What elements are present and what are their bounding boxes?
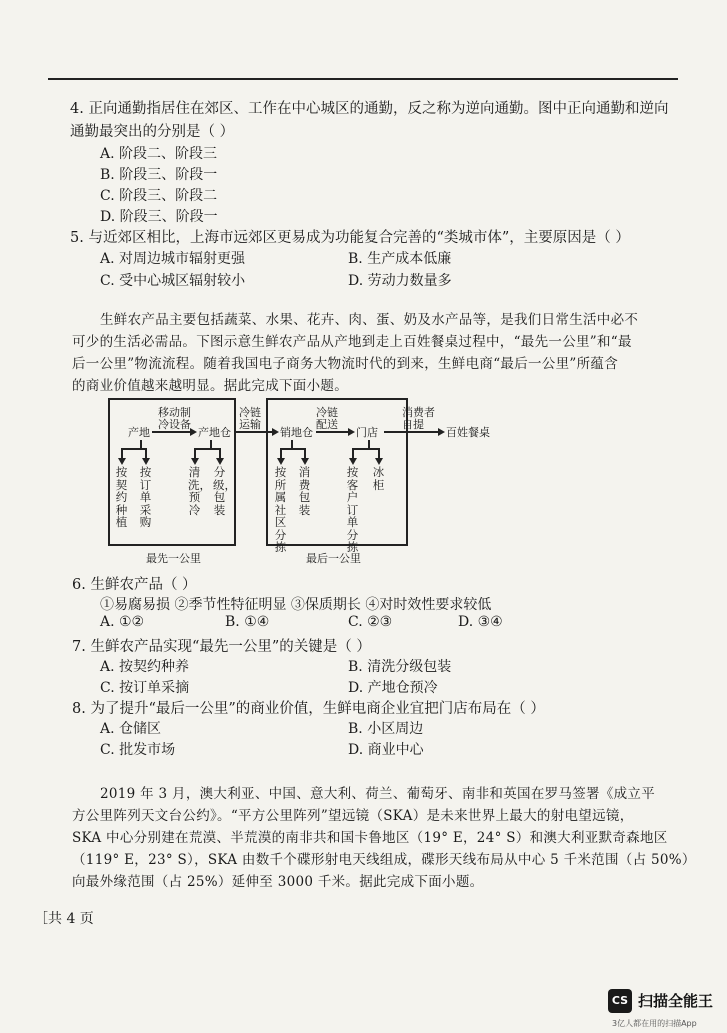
arrow-down-icon <box>142 458 150 465</box>
q6-option-a: A. ①② <box>100 614 145 630</box>
vlabel-冰柜: 冰柜 <box>372 465 385 492</box>
arrow-down-icon <box>277 458 285 465</box>
label-yidong-2: 冷设备 <box>158 418 191 431</box>
q8-option-b: B. 小区周边 <box>348 721 424 737</box>
q4-stem-line1: 4. 正向通勤指居住在郊区、工作在中心城区的通勤，反之称为逆向通勤。图中正向通勤和逆向 <box>70 101 669 117</box>
branch-line <box>194 448 196 458</box>
arrow-right-icon <box>190 428 197 436</box>
q4-option-b: B. 阶段三、阶段一 <box>100 167 218 183</box>
label-lenglian-yunshu-2: 运输 <box>239 418 261 431</box>
passage1-line2: 可少的生活必需品。下图示意生鲜农产品从产地到走上百姓餐桌过程中，“最先一公里”和“最 <box>72 334 632 350</box>
q6-option-d: D. ③④ <box>458 614 503 630</box>
q5-option-d: D. 劳动力数量多 <box>348 273 452 289</box>
vlabel-订单分拣: 按客户订单分拣 <box>346 465 359 554</box>
watermark-subtitle: 3亿人都在用的扫描App <box>612 1019 697 1028</box>
passage2-line2: 方公里阵列天文台公约》。“平方公里阵列”望远镜（SKA）是未来世界上最大的射电望远镜， <box>72 808 634 824</box>
branch-line <box>352 448 354 458</box>
label-yidong-1: 移动制 <box>158 406 191 419</box>
q5-option-b: B. 生产成本低廉 <box>348 251 452 267</box>
branch-line <box>304 448 306 458</box>
q5-option-c: C. 受中心城区辐射较小 <box>100 273 246 289</box>
label-lenglian-peisong-1: 冷链 <box>316 406 338 419</box>
q7-option-a: A. 按契约种养 <box>100 659 190 675</box>
vlabel-社区分拣: 按所属社区分拣 <box>274 465 287 554</box>
q7-stem: 7. 生鲜农产品实现“最先一公里”的关键是（ ） <box>72 639 371 655</box>
arrow-down-icon <box>349 458 357 465</box>
branch-line <box>140 440 142 448</box>
arrow-right-icon <box>438 428 445 436</box>
q8-stem: 8. 为了提升“最后一公里”的商业价值，生鲜电商企业宜把门店布局在（ ） <box>72 701 545 717</box>
node-chandi: 产地 <box>128 426 150 439</box>
passage2-line4: （119° E，23° S），SKA 由数千个碟形射电天线组成，碟形天线布局从中心 5 千米范围（占 50%） <box>72 852 696 868</box>
branch-line <box>378 448 380 458</box>
branch-line <box>280 448 282 458</box>
arrow-line <box>234 431 272 433</box>
q8-option-c: C. 批发市场 <box>100 742 176 758</box>
vlabel-订单采购: 按订单采购 <box>139 465 152 529</box>
label-first-mile: 最先一公里 <box>146 552 201 565</box>
label-xiaofeizhe-1: 消费者 <box>402 406 435 419</box>
branch-line <box>352 448 379 450</box>
q8-option-a: A. 仓储区 <box>100 721 162 737</box>
arrow-right-icon <box>348 428 355 436</box>
passage2-line1: 2019 年 3 月，澳大利亚、中国、意大利、荷兰、葡萄牙、南非和英国在罗马签署《成立平 <box>100 786 656 802</box>
passage1-line4: 的商业价值越来越明显。据此完成下面小题。 <box>72 378 348 394</box>
q4-stem-line2: 通勤最突出的分别是（ ） <box>70 124 235 140</box>
camscanner-logo-icon: CS <box>608 989 632 1013</box>
passage1-line3: 后一公里”物流流程。随着我国电子商务大物流时代的到来，生鲜电商“最后一公里”所蕴含 <box>72 356 619 372</box>
arrow-down-icon <box>375 458 383 465</box>
branch-line <box>280 448 305 450</box>
arrow-down-icon <box>301 458 309 465</box>
arrow-down-icon <box>191 458 199 465</box>
arrow-down-icon <box>216 458 224 465</box>
vlabel-契约种植: 按契约种植 <box>115 465 128 529</box>
passage2-line3: SKA 中心分别建在荒漠、半荒漠的南非共和国卡鲁地区（19° E，24° S）和澳大利亚默奇森地区 <box>72 830 668 846</box>
q6-option-c: C. ②③ <box>348 614 393 630</box>
q5-stem: 5. 与近郊区相比，上海市远郊区更易成为功能复合完善的“类城市体”，主要原因是（ ） <box>70 230 630 246</box>
scanner-watermark <box>608 986 714 1030</box>
branch-line <box>194 448 220 450</box>
branch-line <box>291 440 293 448</box>
page-count: ［共 4 页 <box>34 911 94 927</box>
vlabel-清洗预冷: 清洗，预冷 <box>188 465 211 517</box>
q4-option-d: D. 阶段三、阶段一 <box>100 209 218 225</box>
q7-option-c: C. 按订单采摘 <box>100 680 190 696</box>
arrow-right-icon <box>272 428 279 436</box>
arrow-line <box>316 431 348 433</box>
q8-option-d: D. 商业中心 <box>348 742 424 758</box>
q7-option-b: B. 清洗分级包装 <box>348 659 452 675</box>
label-lenglian-yunshu-1: 冷链 <box>239 406 261 419</box>
arrow-line <box>384 431 438 433</box>
q6-option-b: B. ①④ <box>225 614 270 630</box>
arrow-line <box>152 431 190 433</box>
top-rule <box>48 78 678 80</box>
branch-line <box>210 440 212 448</box>
node-baixing: 百姓餐桌 <box>446 426 490 439</box>
vlabel-消费包装: 消费包装 <box>298 465 311 517</box>
q6-stem: 6. 生鲜农产品（ ） <box>72 577 197 593</box>
q4-option-a: A. 阶段二、阶段三 <box>100 146 218 162</box>
branch-line <box>145 448 147 458</box>
q7-option-d: D. 产地仓预冷 <box>348 680 438 696</box>
passage2-line5: 向最外缘范围（占 25%）延伸至 3000 千米。据此完成下面小题。 <box>72 874 484 890</box>
vlabel-分级包装: 分级，包装 <box>213 465 236 517</box>
branch-line <box>368 440 370 448</box>
label-lenglian-peisong-2: 配送 <box>316 418 338 431</box>
branch-line <box>121 448 146 450</box>
branch-line <box>121 448 123 458</box>
q4-option-c: C. 阶段三、阶段二 <box>100 188 218 204</box>
branch-line <box>219 448 221 458</box>
node-chandicang: 产地仓 <box>198 426 231 439</box>
watermark-name: 扫描全能王 <box>638 992 714 1010</box>
q6-items: ①易腐易损 ②季节性特征明显 ③保质期长 ④对时效性要求较低 <box>100 597 492 613</box>
arrow-down-icon <box>118 458 126 465</box>
label-last-mile: 最后一公里 <box>306 552 361 565</box>
passage1-line1: 生鲜农产品主要包括蔬菜、水果、花卉、肉、蛋、奶及水产品等，是我们日常生活中必不 <box>100 312 639 328</box>
node-mendian: 门店 <box>356 426 378 439</box>
q5-option-a: A. 对周边城市辐射更强 <box>100 251 246 267</box>
label-xiaofeizhe-2: 自提 <box>402 418 424 431</box>
node-xiaoshoucang: 销地仓 <box>280 426 313 439</box>
